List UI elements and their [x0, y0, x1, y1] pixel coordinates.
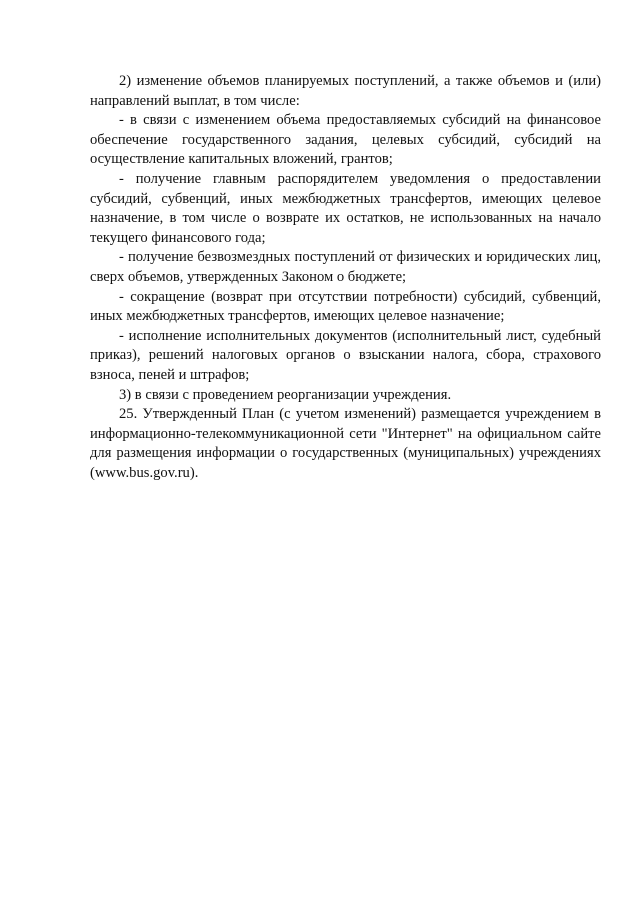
paragraph-bullet-notification: - получение главным распорядителем уведомления о предоставлении субсидий, субвенций, иных межбюджетных трансфертов, имеющих целевое назначение, в том числе о возврате их остатков, не использованных на начало текущего финансового года;	[90, 170, 601, 246]
paragraph-item-2: 2) изменение объемов планируемых поступлений, а также объемов и (или) направлений выплат, в том числе:	[90, 73, 601, 109]
paragraph-section-25: 25. Утвержденный План (с учетом изменений) размещается учреждением в информационно-телекоммуникационной сети "Интернет" на официальном сайте для размещения информации о государственных (муниципальных) учреждениях (www.bus.gov.ru).	[90, 406, 601, 481]
paragraph-bullet-enforcement: - исполнение исполнительных документов (исполнительный лист, судебный приказ), решений налоговых органов о взыскании налога, сбора, страхового взноса, пеней и штрафов;	[90, 327, 601, 383]
paragraph-item-3: 3) в связи с проведением реорганизации учреждения.	[119, 386, 452, 403]
document-body	[90, 72, 601, 483]
paragraph-bullet-subsidies-change: - в связи с изменением объема предоставляемых субсидий на финансовое обеспечение государственного задания, целевых субсидий, субсидий на осуществление капитальных вложений, грантов;	[90, 112, 601, 168]
paragraph-bullet-donations: - получение безвозмездных поступлений от физических и юридических лиц, сверх объемов, утвержденных Законом о бюджете;	[90, 249, 601, 285]
paragraph-bullet-reduction: - сокращение (возврат при отсутствии потребности) субсидий, субвенций, иных межбюджетных трансфертов, имеющих целевое назначение;	[90, 288, 601, 325]
